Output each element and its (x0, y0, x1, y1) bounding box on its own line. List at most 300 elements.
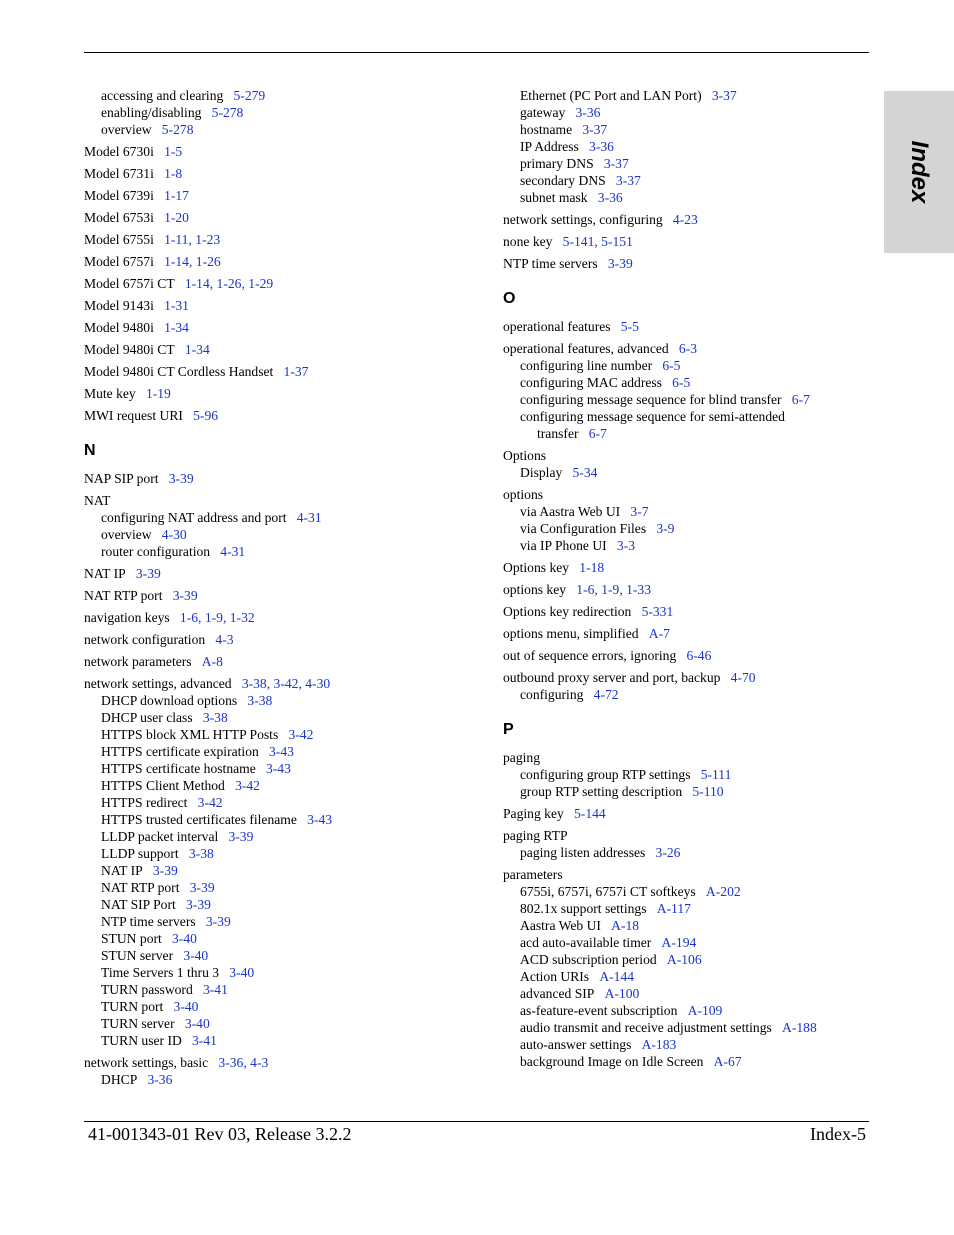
index-subentry (503, 537, 873, 554)
index-term: NAP SIP port (84, 471, 159, 486)
index-side-tab[interactable] (884, 91, 954, 253)
index-subentry (84, 692, 484, 709)
index-term: Options (503, 448, 547, 463)
page-link[interactable]: 3-39 (172, 588, 198, 603)
index-subentry (84, 794, 484, 811)
index-subentry (84, 1015, 484, 1032)
index-term: outbound proxy server and port, backup (503, 670, 721, 685)
page-link[interactable]: 4-3 (250, 1055, 269, 1070)
index-entry (503, 669, 873, 686)
index-subentry (503, 968, 873, 985)
page-link[interactable]: 5-34 (572, 465, 598, 480)
index-term: NTP time servers (503, 256, 598, 271)
index-entry (84, 297, 484, 314)
page-link[interactable]: 1-32 (229, 610, 255, 625)
index-term: audio transmit and receive adjustment settings (520, 1020, 772, 1035)
index-term: Model 6730i (84, 144, 154, 159)
index-entry (503, 255, 873, 272)
index-term: auto-answer settings (520, 1037, 632, 1052)
page-link[interactable]: 1-19 (145, 386, 171, 401)
index-subentry (84, 726, 484, 743)
page-link[interactable]: 4-70 (730, 670, 756, 685)
index-subentry (84, 964, 484, 981)
index-term: Mute key (84, 386, 136, 401)
index-term: via Configuration Files (520, 521, 647, 536)
page-link[interactable]: A-117 (656, 901, 691, 916)
index-term: configuring message sequence for semi-attended (520, 409, 785, 424)
page-link[interactable]: 3-42 (273, 676, 299, 691)
page-link[interactable]: 3-9 (656, 521, 675, 536)
index-entry (84, 492, 484, 509)
index-term: HTTPS certificate hostname (101, 761, 256, 776)
index-term: configuring MAC address (520, 375, 662, 390)
index-term: hostname (520, 122, 573, 137)
index-entry (84, 587, 484, 604)
page-link[interactable]: 1-17 (164, 188, 189, 203)
page-link[interactable]: 3-7 (630, 504, 649, 519)
page-link[interactable]: 3-36 (575, 105, 601, 120)
index-term: Model 6757i CT (84, 276, 175, 291)
index-entry (84, 209, 484, 226)
page-link[interactable]: 3-39 (189, 880, 215, 895)
index-entry (84, 407, 484, 424)
index-subentry (84, 1032, 484, 1049)
page-link[interactable]: A-183 (641, 1037, 677, 1052)
index-term: options key (503, 582, 567, 597)
index-subentry (503, 374, 873, 391)
page-link[interactable]: 3-38 (247, 693, 273, 708)
page-link[interactable]: 3-39 (168, 471, 194, 486)
page-link[interactable]: 3-42 (235, 778, 260, 793)
index-term: ACD subscription period (520, 952, 657, 967)
index-term: options menu, simplified (503, 626, 639, 641)
page-link[interactable]: 4-30 (305, 676, 331, 691)
page-link[interactable]: 1-5 (164, 144, 183, 159)
index-entry (84, 341, 484, 358)
page-link[interactable]: 3-38 (202, 710, 228, 725)
section-letter-n: N (84, 442, 96, 459)
index-term: as-feature-event subscription (520, 1003, 678, 1018)
index-entry (84, 187, 484, 204)
index-term: Ethernet (PC Port and LAN Port) (520, 88, 702, 103)
index-subentry (84, 760, 484, 777)
page-link[interactable]: 5-111 (700, 767, 732, 782)
index-term: NAT IP (101, 863, 143, 878)
page-link[interactable]: 4-31 (220, 544, 246, 559)
page-link[interactable]: 3-26 (655, 845, 681, 860)
index-term: IP Address (520, 139, 579, 154)
index-term: STUN port (101, 931, 162, 946)
index-term: navigation keys (84, 610, 170, 625)
index-term: transfer (537, 426, 579, 441)
index-term: paging (503, 750, 540, 765)
section-letter-o: O (503, 290, 516, 307)
page-link[interactable]: 1-20 (164, 210, 189, 225)
index-entry (503, 866, 873, 883)
index-term: HTTPS certificate expiration (101, 744, 259, 759)
page-link[interactable]: 3-40 (183, 948, 209, 963)
page-link[interactable]: 3-42 (197, 795, 223, 810)
page-link[interactable]: 5-5 (620, 319, 639, 334)
index-entry (84, 165, 484, 182)
index-term: out of sequence errors, ignoring (503, 648, 677, 663)
index-term: configuring (520, 687, 584, 702)
index-subentry (503, 172, 873, 189)
index-subentry (84, 526, 484, 543)
index-term: overview (101, 527, 152, 542)
index-subentry (84, 87, 484, 104)
page-link[interactable]: 1-31 (164, 298, 189, 313)
page-link[interactable]: 5-279 (233, 88, 266, 103)
index-entry (84, 385, 484, 402)
index-entry (503, 318, 873, 335)
index-term: Model 6753i (84, 210, 154, 225)
page-link[interactable]: 3-36 (147, 1072, 173, 1087)
header-rule (84, 52, 869, 53)
index-subentry (503, 1002, 873, 1019)
page-link[interactable]: 3-39 (205, 914, 231, 929)
index-subentry (503, 783, 873, 800)
index-subentry (503, 985, 873, 1002)
index-term: network settings, configuring (503, 212, 663, 227)
index-term: LLDP packet interval (101, 829, 219, 844)
index-subentry (84, 709, 484, 726)
page-link[interactable]: 5-144 (574, 806, 606, 821)
index-term: enabling/disabling (101, 105, 202, 120)
index-term: NTP time servers (101, 914, 196, 929)
page-link[interactable]: A-109 (687, 1003, 723, 1018)
footer-rule (84, 1121, 869, 1122)
index-entry (503, 647, 873, 664)
page-link[interactable]: 1-6 (179, 610, 199, 625)
index-subentry (84, 104, 484, 121)
index-term: router configuration (101, 544, 211, 559)
index-term: network configuration (84, 632, 206, 647)
index-subentry (84, 121, 484, 138)
index-term: NAT IP (84, 566, 126, 581)
index-term: paging listen addresses (520, 845, 646, 860)
index-entry: navigation keys 1-6, 1-9, 1-32 (84, 610, 255, 625)
footer-doc-id: 41-001343-01 Rev 03, Release 3.2.2 (88, 1124, 352, 1144)
index-term: Time Servers 1 thru 3 (101, 965, 220, 980)
index-entry (84, 565, 484, 582)
page-link[interactable]: 1-14 (184, 276, 210, 291)
page-link[interactable]: A-106 (666, 952, 702, 967)
index-term: Model 9480i CT Cordless Handset (84, 364, 274, 379)
page-link[interactable]: 3-37 (711, 88, 737, 103)
index-subentry (503, 189, 873, 206)
index-subentry (503, 900, 873, 917)
page-link[interactable]: 3-41 (202, 982, 228, 997)
index-term: configuring NAT address and port (101, 510, 287, 525)
index-entry (503, 805, 873, 822)
index-term: operational features (503, 319, 611, 334)
index-subentry (503, 1019, 873, 1036)
index-term: Paging key (503, 806, 564, 821)
page-link[interactable]: 3-38 (241, 676, 267, 691)
page-link[interactable]: 1-18 (579, 560, 605, 575)
page-link[interactable]: 5-278 (211, 105, 244, 120)
index-term: LLDP support (101, 846, 179, 861)
index-column-left (84, 87, 484, 1088)
page-link[interactable]: 5-331 (641, 604, 674, 619)
index-term: parameters (503, 867, 563, 882)
index-subentry (503, 917, 873, 934)
page-link[interactable]: A-144 (599, 969, 635, 984)
page-link[interactable]: A-8 (201, 654, 223, 669)
page-link[interactable]: 3-36 (589, 139, 614, 154)
index-entry (84, 363, 484, 380)
index-term: NAT (84, 493, 111, 508)
page-link[interactable]: A-67 (713, 1054, 742, 1069)
page-link[interactable]: 3-39 (152, 863, 178, 878)
index-term: advanced SIP (520, 986, 595, 1001)
index-term: Action URIs (520, 969, 590, 984)
index-entry (503, 486, 873, 503)
page-link[interactable]: 3-41 (192, 1033, 217, 1048)
page-link[interactable]: 3-39 (228, 829, 254, 844)
page-link[interactable]: 3-39 (607, 256, 633, 271)
index-subentry (503, 883, 873, 900)
page-link[interactable]: 4-23 (672, 212, 698, 227)
index-subentry (503, 87, 873, 104)
page-link[interactable]: 1-34 (184, 342, 210, 357)
footer-page-number: Index-5 (810, 1124, 866, 1144)
page-link[interactable]: 3-40 (173, 999, 199, 1014)
index-subentry (84, 930, 484, 947)
index-subentry (503, 686, 873, 703)
index-subentry (84, 862, 484, 879)
page-link[interactable]: A-18 (611, 918, 640, 933)
page-link[interactable]: 5-141 (562, 234, 595, 249)
index-subentry (503, 155, 873, 172)
page-link[interactable]: 1-6 (576, 582, 595, 597)
index-subentry (84, 845, 484, 862)
index-subentry (84, 743, 484, 760)
index-subentry (503, 503, 873, 520)
index-term: Model 9480i CT (84, 342, 175, 357)
page-link[interactable]: 4-72 (593, 687, 619, 702)
page-link[interactable]: 1-11 (164, 232, 189, 247)
index-term: DHCP user class (101, 710, 193, 725)
page-link[interactable]: 6-5 (672, 375, 691, 390)
index-subentry (503, 391, 873, 408)
page-link[interactable]: 1-29 (248, 276, 274, 291)
index-term: 6755i, 6757i, 6757i CT softkeys (520, 884, 696, 899)
page-link[interactable]: 5-96 (193, 408, 219, 423)
index-subentry (84, 913, 484, 930)
index-term: HTTPS redirect (101, 795, 188, 810)
index-subentry (84, 947, 484, 964)
index-term: 802.1x support settings (520, 901, 647, 916)
page-link[interactable]: 3-40 (172, 931, 197, 946)
page-link[interactable]: 6-3 (678, 341, 698, 356)
index-term: Options key (503, 560, 570, 575)
index-entry: network settings, advanced 3-38, 3-42, 4-30 (84, 676, 331, 691)
index-entry (503, 340, 873, 357)
page-link[interactable]: 1-14 (164, 254, 189, 269)
index-term: overview (101, 122, 152, 137)
page-link[interactable]: 3-37 (615, 173, 641, 188)
page-link[interactable]: 4-31 (296, 510, 322, 525)
page-link[interactable]: 4-30 (161, 527, 187, 542)
index-entry: network settings, basic 3-36, 4-3 (84, 1055, 269, 1070)
page-link[interactable]: 6-7 (791, 392, 810, 407)
index-entry: Model 6757i 1-14, 1-26 (84, 254, 221, 269)
page-link[interactable]: 3-37 (582, 122, 608, 137)
index-subentry (503, 104, 873, 121)
page-link[interactable]: 3-43 (265, 761, 291, 776)
index-term: background Image on Idle Screen (520, 1054, 704, 1069)
index-term: via Aastra Web UI (520, 504, 621, 519)
page-link[interactable]: 3-37 (603, 156, 629, 171)
index-term: DHCP (101, 1072, 138, 1087)
page-link[interactable]: 3-36 (597, 190, 623, 205)
page-link[interactable]: 5-110 (692, 784, 724, 799)
index-term: HTTPS trusted certificates filename (101, 812, 297, 827)
index-term: configuring line number (520, 358, 653, 373)
page-link[interactable]: A-188 (782, 1020, 817, 1035)
index-term: group RTP setting description (520, 784, 683, 799)
index-term: STUN server (101, 948, 174, 963)
index-subentry (503, 464, 873, 481)
index-entry (84, 631, 484, 648)
page-link[interactable]: 3-43 (307, 812, 333, 827)
page-link[interactable]: 1-9 (601, 582, 620, 597)
index-term: Options key redirection (503, 604, 632, 619)
index-entry (503, 827, 873, 844)
page-link[interactable]: 1-33 (626, 582, 652, 597)
index-term: Model 6755i (84, 232, 154, 247)
index-term: HTTPS block XML HTTP Posts (101, 727, 279, 742)
page-link[interactable]: A-202 (705, 884, 741, 899)
page-link[interactable]: 3-40 (184, 1016, 210, 1031)
index-subentry (503, 357, 873, 374)
index-term: configuring message sequence for blind transfer (520, 392, 782, 407)
index-term: paging RTP (503, 828, 568, 843)
index-term: primary DNS (520, 156, 594, 171)
index-subentry (503, 844, 873, 861)
index-term: network parameters (84, 654, 192, 669)
page-link[interactable]: 3-40 (229, 965, 255, 980)
page-link[interactable]: 1-34 (164, 320, 189, 335)
index-entry (84, 143, 484, 160)
index-term: DHCP download options (101, 693, 238, 708)
page-link[interactable]: 6-5 (662, 358, 681, 373)
index-term: network settings, advanced (84, 676, 232, 691)
index-term: TURN user ID (101, 1033, 182, 1048)
page-link[interactable]: 3-39 (135, 566, 161, 581)
page-link[interactable]: 1-26 (216, 276, 242, 291)
index-term: TURN server (101, 1016, 175, 1031)
index-term: acd auto-available timer (520, 935, 652, 950)
page-link[interactable]: 3-43 (269, 744, 294, 759)
index-term: NAT SIP Port (101, 897, 176, 912)
index-subentry (84, 981, 484, 998)
index-term: Model 6757i (84, 254, 154, 269)
page-link[interactable]: 3-38 (188, 846, 214, 861)
index-entry (84, 653, 484, 670)
index-subentry (84, 828, 484, 845)
page-link[interactable]: A-100 (604, 986, 640, 1001)
index-term: none key (503, 234, 553, 249)
index-term: Model 9480i (84, 320, 154, 335)
page-link[interactable]: 1-23 (195, 232, 221, 247)
index-term: NAT RTP port (101, 880, 180, 895)
page-link[interactable]: 1-26 (195, 254, 221, 269)
page-link[interactable]: A-194 (661, 935, 697, 950)
page-link[interactable]: 5-151 (601, 234, 633, 249)
index-term: HTTPS Client Method (101, 778, 225, 793)
page-link[interactable]: 6-46 (686, 648, 712, 663)
page-link[interactable]: 1-37 (283, 364, 309, 379)
index-term: MWI request URI (84, 408, 183, 423)
index-entry (503, 603, 873, 620)
index-subentry (503, 138, 873, 155)
index-subentry (84, 879, 484, 896)
index-term: accessing and clearing (101, 88, 224, 103)
index-entry (503, 211, 873, 228)
index-subentry (84, 777, 484, 794)
index-subentry (503, 520, 873, 537)
index-subentry (503, 766, 873, 783)
index-term: configuring group RTP settings (520, 767, 691, 782)
index-entry: Model 6755i 1-11, 1-23 (84, 232, 221, 247)
section-letter-p: P (503, 721, 514, 738)
index-term: options (503, 487, 544, 502)
index-term: secondary DNS (520, 173, 606, 188)
index-subentry (503, 1036, 873, 1053)
page-link[interactable]: 1-8 (164, 166, 183, 181)
index-subentry (84, 811, 484, 828)
index-column-right (503, 87, 873, 1070)
index-subentry (503, 951, 873, 968)
index-entry (503, 447, 873, 464)
index-entry (84, 319, 484, 336)
side-tab-label: Index (906, 140, 933, 204)
index-subentry (84, 896, 484, 913)
index-subentry (84, 998, 484, 1015)
page-link[interactable]: 4-3 (215, 632, 234, 647)
index-term: NAT RTP port (84, 588, 163, 603)
index-subentry (503, 1053, 873, 1070)
index-term: subnet mask (520, 190, 588, 205)
index-term: Model 6739i (84, 188, 154, 203)
page-link[interactable]: 5-278 (161, 122, 194, 137)
index-term: Aastra Web UI (520, 918, 601, 933)
page-link[interactable]: A-7 (648, 626, 670, 641)
index-term: Display (520, 465, 563, 480)
index-term: gateway (520, 105, 566, 120)
index-entry: none key 5-141, 5-151 (503, 234, 633, 249)
page-link[interactable]: 3-39 (186, 897, 211, 912)
page-link[interactable]: 3-36 (218, 1055, 244, 1070)
index-subentry (503, 408, 873, 425)
index-term: TURN password (101, 982, 193, 997)
index-subentry (503, 425, 873, 442)
index-subentry (503, 934, 873, 951)
index-entry (84, 470, 484, 487)
index-term: Model 6731i (84, 166, 154, 181)
page-link[interactable]: 3-42 (288, 727, 314, 742)
index-subentry (84, 1071, 484, 1088)
index-subentry (503, 121, 873, 138)
page-link[interactable]: 3-3 (616, 538, 636, 553)
page-link[interactable]: 6-7 (588, 426, 607, 441)
page-link[interactable]: 1-9 (204, 610, 223, 625)
index-subentry (84, 509, 484, 526)
index-entry (503, 625, 873, 642)
